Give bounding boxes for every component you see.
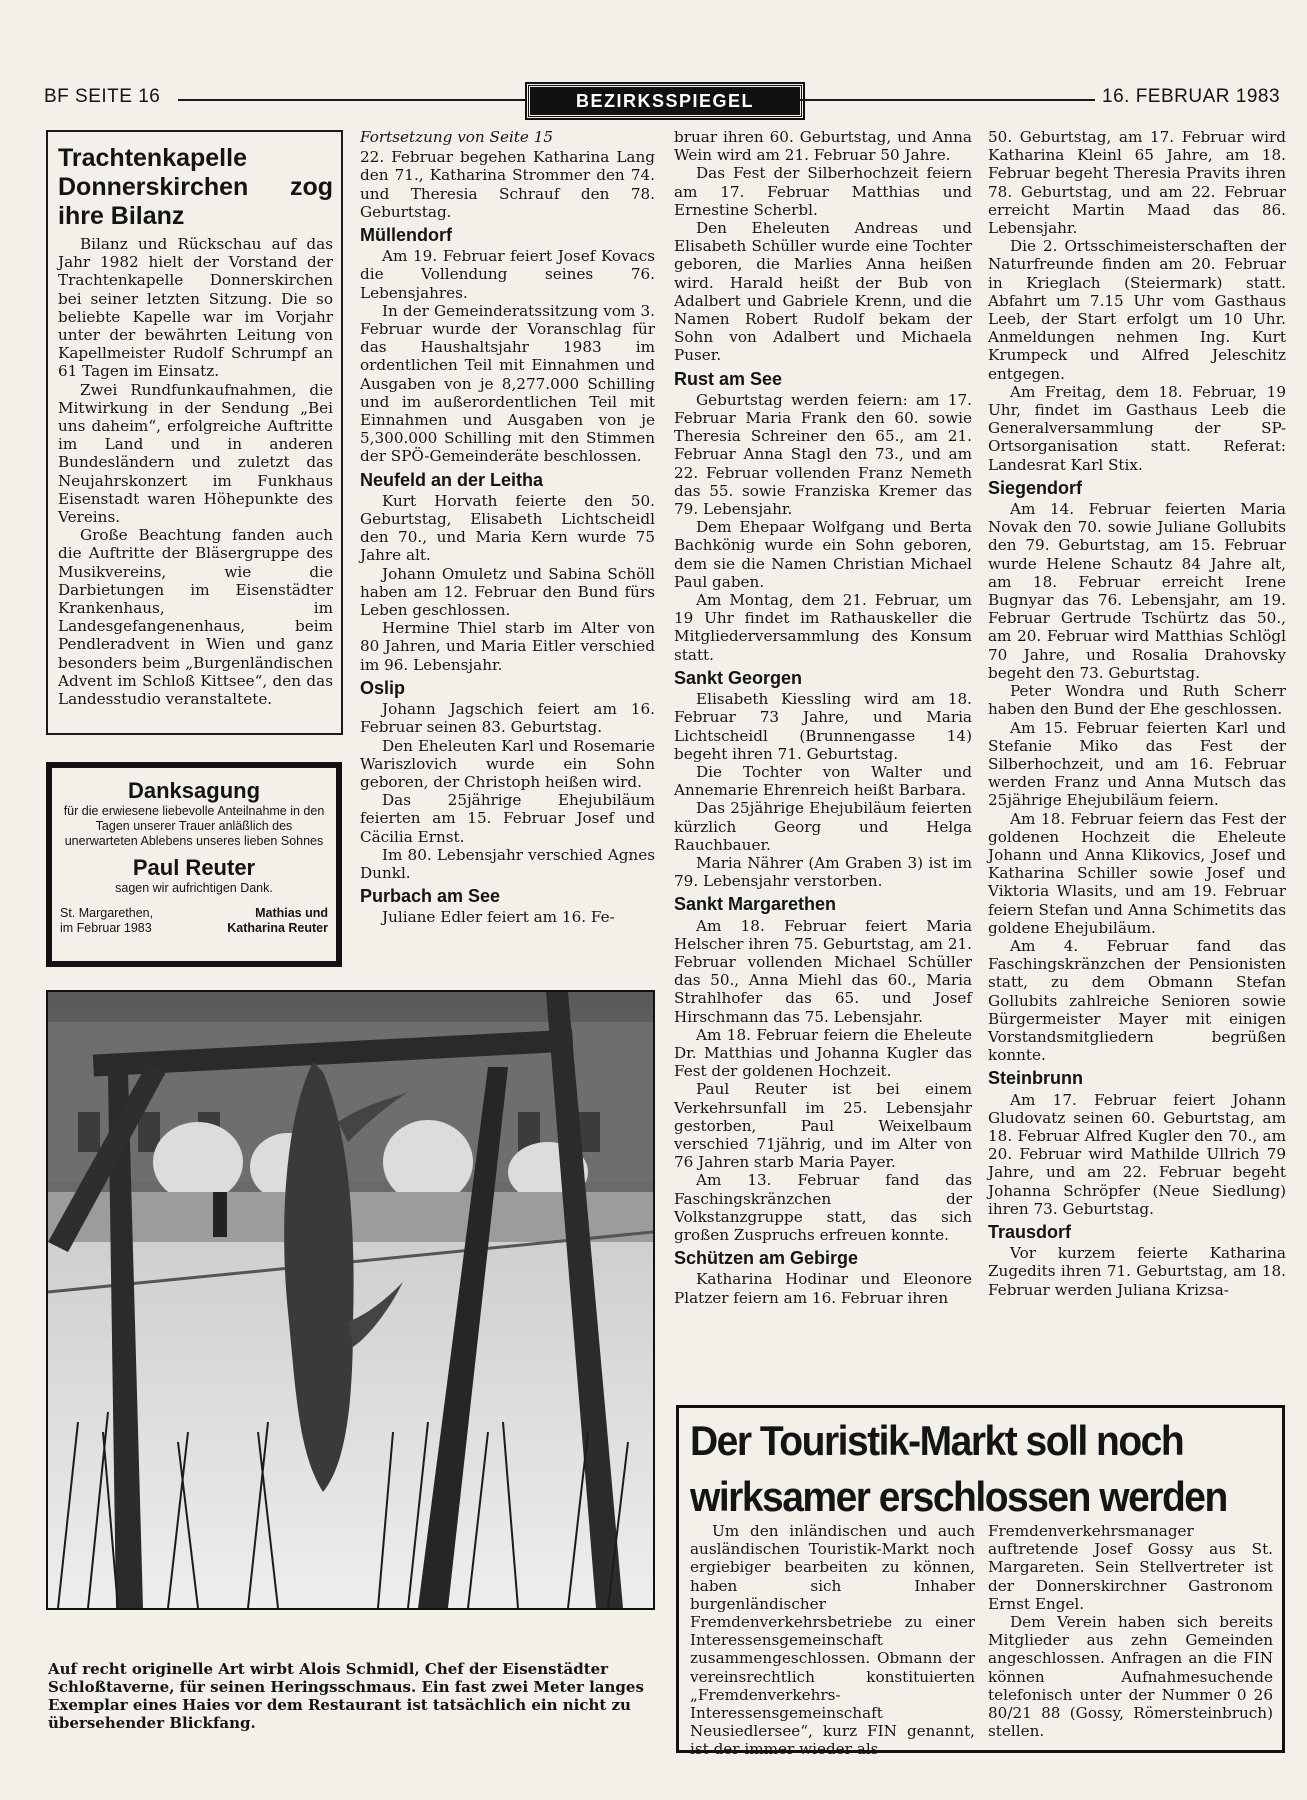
column-4 — [988, 128, 1286, 1299]
paragraph: Elisabeth Kiessling wird am 18. Februar 73 Jahre, und Maria Lichtscheidl (Brunnengasse 14) begeht ihren 71. Geburtstag. — [674, 690, 972, 763]
trachtenkapelle-article — [46, 130, 343, 735]
paragraph: Am 19. Februar feiert Josef Kovacs die Vollendung seines 76. Lebensjahres. — [360, 247, 655, 302]
paragraph: Die Tochter von Walter und Annemarie Ehrenreich heißt Barbara. — [674, 762, 972, 800]
paragraph: Dem Ehepaar Wolfgang und Berta Bachkönig wurde ein Sohn geboren, dem sie die Namen Christian Michael Paul gaben. — [674, 518, 972, 591]
paragraph: Am 18. Februar feiert Maria Helscher ihren 75. Geburtstag, am 21. Februar vollenden Michael Schüller das 50., Anna Miehl das 60., Maria Strahlhofer das 65. und Josef Hirschmann das 75. Lebensjahr. — [674, 916, 972, 1026]
paragraph: Große Beachtung fanden auch die Auftritte der Bläsergruppe des Musikvereins, wie die Darbietungen im Eisenstädter Krankenhaus, im Landesgefangenenhaus, beim Pendleradvent in Wien und ganz besonders beim „Burgenländischen Advent im Schloß Kittsee“, den das Landesstudio veranstaltete. — [58, 526, 333, 709]
page-label: BF SEITE 16 — [44, 86, 161, 107]
paragraph: Am 18. Februar feiern das Fest der goldenen Hochzeit die Eheleute Johann und Anna Klikovics, Josef und Katharina Schiller sowie Josef und Viktoria Wlasits, und am 19. Februar feiern Stefan und Anna Schimetits das goldene Ehejubiläum. — [988, 809, 1286, 937]
paragraph: Bilanz und Rückschau auf das Jahr 1982 hielt der Vorstand der Trachtenkapelle Donnerskirchen bei seiner letzten Sitzung. Die so beliebte Kapelle war im Vorjahr unter der bewährten Leitung von Kapellmeister Rudolf Schrumpf an 61 Tagen im Einsatz. — [58, 235, 333, 381]
paragraph: In der Gemeinderatssitzung vom 3. Februar wurde der Voranschlag für das Haushaltsjahr 1983 im ordentlichen Teil mit Einnahmen und Ausgaben von je 8,277.000 Schilling und im außerordentlichen Teil mit Einnahmen und Ausgaben von je 5,300.000 Schilling mit den Stimmen der SPÖ-Gemeinderäte beschlossen. — [360, 301, 655, 466]
photo-caption: Auf recht originelle Art wirbt Alois Schmidl, Chef der Eisenstädter Schloßtaverne, für seinen Heringsschmaus. Ein fast zwei Meter langes Exemplar eines Haies vor dem Restaurant ist tatsächlich ein nicht zu übersehender Blickfang. — [48, 1660, 644, 1732]
paragraph: Johann Jagschich feiert am 16. Februar seinen 83. Geburtstag. — [360, 700, 655, 737]
paragraph: Am 15. Februar feierten Karl und Stefanie Miko das Fest der Silberhochzeit, und am 16. Februar werden Franz und Anna Mutsch das 25jährige Ehejubiläum feiern. — [988, 718, 1286, 810]
section-heading: Sankt Georgen — [674, 667, 803, 688]
signer: Mathias und — [255, 906, 328, 920]
column-3 — [674, 128, 972, 1307]
header-rule-left — [178, 99, 525, 101]
section-heading: Trausdorf — [988, 1221, 1072, 1242]
paragraph: Am 13. Februar fand das Faschingskränzchen der Volkstanzgruppe statt, das sich großen Zuspruchs erfreuen konnte. — [674, 1171, 972, 1244]
paragraph: 22. Februar begehen Katharina Lang den 71., Katharina Strommer den 74. und Theresia Schrauf den 78. Geburtstag. — [360, 148, 655, 221]
paragraph: Maria Nährer (Am Graben 3) ist im 79. Lebensjahr verstorben. — [674, 853, 972, 891]
paragraph: Am 18. Februar feiern die Eheleute Dr. Matthias und Johanna Kugler das Fest der goldenen Hochzeit. — [674, 1025, 972, 1081]
touristik-headline: Der Touristik-Markt soll noch wirksamer erschlossen werden — [690, 1418, 1227, 1521]
paragraph: Die 2. Ortsschimeisterschaften der Naturfreunde finden am 20. Februar in Krieglach (Steiermark) statt. Abfahrt um 7.15 Uhr vom Gasthaus Leeb, der Start erfolgt um 10 Uhr. Anmeldungen nehmen Ing. Kurt Krumpeck und Alfred Jeleschitz entgegen. — [988, 237, 1286, 383]
paragraph: Zwei Rundfunkaufnahmen, die Mitwirkung in der Sendung „Bei uns daheim“, erfolgreiche Auftritte im Land und in anderen Bundesländern und zuletzt das Neujahrskonzert im Funkhaus Eisenstadt waren Höhepunkte des Vereins. — [58, 380, 333, 527]
notice-date: im Februar 1983 — [60, 921, 152, 935]
touristik-column-right — [988, 1522, 1273, 1740]
paragraph: Den Eheleuten Andreas und Elisabeth Schüller wurde eine Tochter geboren, die Marlies Anna heißen wird. Harald heißt der Bub von Adalbert und Gabriele Krenn, und die Namen Robert Rudolf bekam der Sohn von Adalbert und Michaela Puser. — [674, 219, 972, 365]
paragraph: Am Montag, dem 21. Februar, um 19 Uhr findet im Rathauskeller die Mitgliederversammlung des Konsum statt. — [674, 591, 972, 664]
paragraph: Paul Reuter ist bei einem Verkehrsunfall im 25. Lebensjahr gestorben, Paul Weixelbaum verschied 71jährig, und im Alter von 76 Jahren starb Maria Payer. — [674, 1080, 972, 1172]
notice-thanks: sagen wir aufrichtigen Dank. — [115, 881, 273, 895]
section-heading: Oslip — [360, 677, 406, 698]
continuation-note: Fortsetzung von Seite 15 — [360, 128, 554, 146]
paragraph: Vor kurzem feierte Katharina Zugedits ihren 71. Geburtstag, am 18. Februar werden Juliana Krizsa- — [988, 1244, 1286, 1299]
paragraph: Im 80. Lebensjahr verschied Agnes Dunkl. — [360, 845, 655, 882]
section-tag: BEZIRKSSPIEGEL — [527, 84, 803, 118]
column-2 — [360, 128, 655, 927]
paragraph: 50. Geburtstag, am 17. Februar wird Katharina Kleinl 65 Jahre, am 18. Februar begeht Theresia Pravits ihren 78. Geburtstag, und am 22. Februar erreicht Martin Maad das 86. Lebensjahr. — [988, 128, 1286, 238]
photo-illustration — [48, 992, 653, 1608]
paragraph: Fremdenverkehrsmanager auftretende Josef Gossy aus St. Margareten. Sein Stellvertreter ist der Donnerskirchner Gastronom Ernst Engel. — [988, 1522, 1273, 1613]
danksagung-notice — [46, 762, 342, 967]
signer: Katharina Reuter — [227, 921, 328, 935]
section-heading: Steinbrunn — [988, 1068, 1083, 1089]
notice-text: für die erwiesene liebevolle Anteilnahme in den Tagen unserer Trauer anläßlich des unerwarteten Ablebens unseres lieben Sohnes — [63, 804, 325, 848]
paragraph: Das 25jährige Ehejubiläum feierten am 15. Februar Josef und Cäcilia Ernst. — [360, 791, 655, 846]
paragraph: Katharina Hodinar und Eleonore Platzer feiern am 16. Februar ihren — [674, 1270, 972, 1307]
paragraph: Das Fest der Silberhochzeit feiern am 17. Februar Matthias und Ernestine Scherbl. — [674, 164, 972, 219]
header-rule-right — [800, 99, 1095, 101]
paragraph: Dem Verein haben sich bereits Mitglieder aus zehn Gemeinden angeschlossen. Anfragen an die FIN können Aufnahmesuchende telefonisch unter der Nummer 0 26 80/21 88 (Gossy, Römersteinbruch) stellen. — [988, 1613, 1273, 1741]
paragraph: Am 17. Februar feiert Johann Gludovatz seinen 60. Geburtstag, am 18. Februar Alfred Kugler den 70., am 20. Februar wird Mathilde Ullrich 79 Jahre, und am 22. Februar begeht Johanna Schröpfer (Neue Siedlung) ihren 73. Geburtstag. — [988, 1090, 1286, 1218]
paragraph: Johann Omuletz und Sabina Schöll haben am 12. Februar den Bund fürs Leben geschlossen. — [360, 564, 655, 620]
deceased-name: Paul Reuter — [132, 855, 256, 880]
paragraph: Geburtstag werden feiern: am 17. Februar Maria Frank den 60. sowie Theresia Schreiner den 65., am 21. Februar Anna Stagl den 73., und am 22. Februar vollenden Franz Nemeth das 55. sowie Franziska Kremer das 79. Lebensjahr. — [674, 390, 972, 519]
paragraph: Am 4. Februar fand das Faschingskränzchen der Pensionisten statt, zu dem Obmann Stefan Gollubits zahlreiche Senioren sowie Bürgermeister Mayer mit einigen Vorstandsmitgliedern begrüßen konnte. — [988, 936, 1286, 1065]
section-heading: Neufeld an der Leitha — [360, 469, 544, 490]
paragraph: Juliane Edler feiert am 16. Fe- — [382, 908, 615, 927]
section-heading: Müllendorf — [360, 225, 452, 246]
notice-title: Danksagung — [127, 778, 261, 803]
paragraph: Das 25jährige Ehejubiläum feierten kürzlich Georg und Helga Rauchbauer. — [674, 799, 972, 854]
paragraph: bruar ihren 60. Geburtstag, und Anna Wein wird am 21. Februar 50 Jahre. — [674, 128, 972, 165]
shark-photo — [46, 990, 655, 1610]
paragraph: Den Eheleuten Karl und Rosemarie Wariszlovich wurde ein Sohn geboren, der Christoph heißen wird. — [360, 736, 655, 791]
section-heading: Sankt Margarethen — [674, 894, 837, 915]
section-heading: Purbach am See — [360, 886, 501, 907]
issue-date: 16. FEBRUAR 1983 — [1102, 86, 1281, 107]
paragraph: Peter Wondra und Ruth Scherr haben den Bund der Ehe geschlossen. — [988, 682, 1286, 719]
notice-place: St. Margarethen, — [60, 906, 154, 920]
paragraph: Am Freitag, dem 18. Februar, 19 Uhr, findet im Gasthaus Leeb die Generalversammlung der SP-Ortsorganisation statt. Referat: Landesrat Karl Stix. — [988, 382, 1286, 474]
section-heading: Schützen am Gebirge — [674, 1248, 859, 1269]
section-heading: Rust am See — [674, 368, 783, 389]
paragraph: Um den inländischen und auch ausländischen Touristik-Markt noch ergiebiger bearbeiten zu können, haben sich Inhaber burgenländischer Fremdenverkehrsbetriebe zu einer Interessensgemeinschaft zusammengeschlossen. Obmann der vereinsrechtlich konstituierten „Fremdenverkehrs-Interessensgemeinschaft Neusiedlersee“, kurz FIN genannt, ist der immer wieder als — [690, 1522, 975, 1759]
section-heading: Siegendorf — [988, 477, 1083, 498]
paragraph: Hermine Thiel starb im Alter von 80 Jahren, und Maria Eitler verschied im 96. Lebensjahr. — [360, 619, 655, 674]
article-title: Trachtenkapelle Donnerskirchen zog ihre Bilanz — [58, 144, 333, 230]
paragraph: Kurt Horvath feierte den 50. Geburtstag, Elisabeth Lichtscheidl den 70., und Maria Kern wurde 75 Jahre alt. — [360, 491, 655, 565]
paragraph: Am 14. Februar feierten Maria Novak den 70. sowie Juliane Gollubits den 79. Geburtstag, am 15. Februar wurde Helene Schautz 84 Jahre alt, am 18. Februar erreicht Irene Bugnyar das 76. Lebensjahr, am 19. Februar Gertrude Tschürtz das 50., am 20. Februar wird Matthias Schlögl 70 Jahre, und Rosalia Drahovsky begeht den 73. Geburtstag. — [988, 500, 1286, 682]
touristik-column-left — [690, 1522, 975, 1759]
